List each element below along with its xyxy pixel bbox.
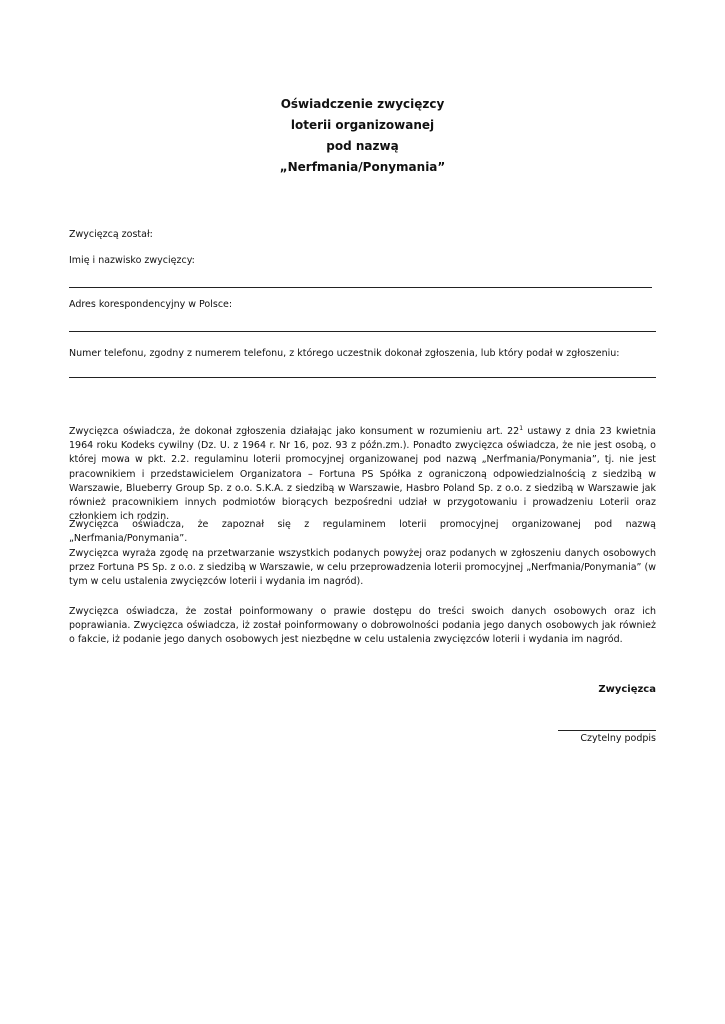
- declaration-paragraph-2: [69, 518, 656, 546]
- paragraph-1-text-a: Zwycięzca oświadcza, że dokonał zgłoszenia działając jako konsument w rozumieniu art. 22: [69, 426, 520, 437]
- title-line-2: loterii organizowanej: [290, 118, 435, 132]
- title-line-3: pod nazwą: [326, 139, 399, 153]
- title-line-1: Oświadczenie zwycięzcy: [280, 97, 445, 111]
- paragraph-2-text: Zwycięzca oświadcza, że zapoznał się z regulaminem loterii promocyjnej organizowanej pod nazwą „Nerfmania/Ponymania”.: [69, 519, 656, 545]
- signature-line[interactable]: [558, 730, 656, 731]
- phone-fill-line[interactable]: [69, 377, 656, 378]
- superscript-marker: 1: [519, 424, 524, 432]
- declaration-paragraph-3: [69, 547, 656, 590]
- signature-caption: Czytelny podpis: [580, 733, 656, 744]
- name-label: Imię i nazwisko zwycięzcy:: [69, 255, 195, 266]
- declaration-paragraph-1: [69, 425, 656, 524]
- name-fill-line[interactable]: [69, 287, 652, 288]
- address-fill-line[interactable]: [69, 331, 656, 332]
- document-title: [0, 94, 725, 178]
- declaration-paragraph-4: [69, 605, 656, 648]
- title-line-4: „Nerfmania/Ponymania”: [279, 160, 446, 174]
- paragraph-3-text: Zwycięzca wyraża zgodę na przetwarzanie wszystkich podanych powyżej oraz podanych w zgłoszeniu danych osobowych przez Fortuna PS Sp. z o.o. z siedzibą w Warszawie, w celu przeprowadzenia loterii promocyjnej „Nerfmania/Ponymania” (w tym w celu ustalenia zwycięzców loterii i wydania im nagród).: [69, 548, 656, 588]
- winner-label: Zwycięzcą został:: [69, 229, 153, 240]
- address-label: Adres korespondencyjny w Polsce:: [69, 299, 233, 310]
- signature-heading: Zwycięzca: [598, 684, 656, 695]
- phone-label: Numer telefonu, zgodny z numerem telefonu, z którego uczestnik dokonał zgłoszenia, lub który podał w zgłoszeniu:: [69, 348, 620, 359]
- paragraph-4-text: Zwycięzca oświadcza, że został poinformowany o prawie dostępu do treści swoich danych osobowych oraz ich poprawiania. Zwycięzca oświadcza, iż został poinformowany o dobrowolności podania jego danych osobowych jak również o fakcie, iż podanie jego danych osobowych jest niezbędne w celu ustalenia zwycięzców loterii i wydania im nagród.: [69, 606, 656, 646]
- paragraph-1-text-b: ustawy z dnia 23 kwietnia 1964 roku Kodeks cywilny (Dz. U. z 1964 r. Nr 16, poz. 93 z późn.zm.). Ponadto zwycięzca oświadcza, że nie jest osobą, o której mowa w pkt. 2.2. regulaminu loterii promocyjnej organizowanej pod nazwą „Nerfmania/Ponymania”, tj. nie jest pracownikiem i przedstawicielem Organizatora – Fortuna PS Spółka z ograniczoną odpowiedzialnością z siedzibą w Warszawie, Blueberry Group Sp. z o.o. S.K.A. z siedzibą w Warszawie, Hasbro Poland Sp. z o.o. z siedzibą w Warszawie jak również pracownikiem innych podmiotów biorących bezpośredni udział w przygotowaniu i prowadzeniu Loterii oraz członkiem ich rodzin.: [69, 426, 656, 523]
